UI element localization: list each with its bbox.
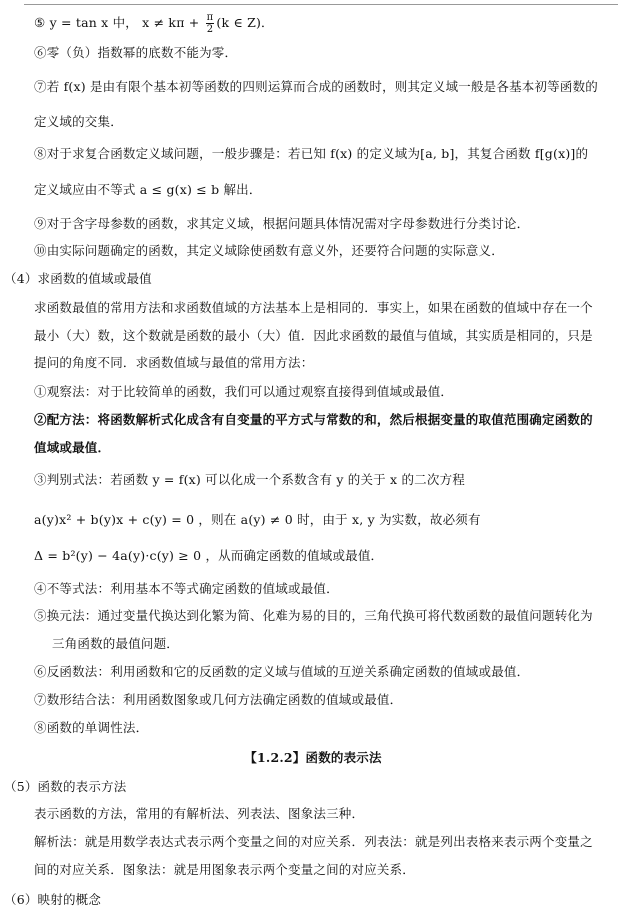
method-3-discriminant: Δ = b²(y) − 4a(y)·c(y) ≥ 0 ，从而确定函数的值域或最值． [34, 548, 384, 563]
method-3-line-1: ③判别式法：若函数 y = f(x) 可以化成一个系数含有 y 的关于 x 的二次方程 [34, 472, 465, 487]
item-7-line-2: 定义域的交集． [34, 114, 123, 129]
section-4-intro-1: 求函数最值的常用方法和求函数值域的方法基本上是相同的．事实上，如果在函数的值域中存在一个 [34, 300, 593, 315]
fraction-numerator: π [206, 12, 214, 23]
method-5-line-2: 三角函数的最值问题． [52, 636, 180, 651]
item-8-line-2: 定义域应由不等式 a ≤ g(x) ≤ b 解出． [34, 182, 262, 197]
item-8-line-1: ⑧对于求复合函数定义域问题，一般步骤是：若已知 f(x) 的定义域为[a, b]，其复合函数 f[g(x)]的 [34, 146, 589, 161]
method-1: ①观察法：对于比较简单的函数，我们可以通过观察直接得到值域或最值． [34, 384, 454, 399]
pi-over-2-fraction [206, 12, 215, 35]
item-7-line-1: ⑦若 f(x) 是由有限个基本初等函数的四则运算而合成的函数时，则其定义域一般是各基本初等函数的 [34, 79, 598, 94]
item-5-tail: (k ∈ Z)． [216, 15, 274, 30]
section-heading-1-2-2: 【1.2.2】函数的表示法 [244, 750, 382, 765]
method-2-line-1: ②配方法：将函数解析式化成含有自变量的平方式与常数的和，然后根据变量的取值范围确定函数的 [34, 412, 593, 427]
section-4-title: （4）求函数的值域或最值 [4, 271, 152, 286]
item-10: ⑩由实际问题确定的函数，其定义域除使函数有意义外，还要符合问题的实际意义． [34, 243, 504, 258]
item-9: ⑨对于含字母参数的函数，求其定义域，根据问题具体情况需对字母参数进行分类讨论． [34, 216, 530, 231]
section-5-title: （5）函数的表示方法 [4, 779, 127, 794]
item-5-text: ⑤ y = tan x 中， x ≠ kπ + [34, 15, 204, 30]
section-5-line-3: 间的对应关系．图象法：就是用图象表示两个变量之间的对应关系． [34, 862, 416, 877]
top-rule [24, 4, 618, 5]
method-6: ⑥反函数法：利用函数和它的反函数的定义域与值域的互逆关系确定函数的值域或最值． [34, 664, 530, 679]
fraction-denominator: 2 [206, 24, 214, 35]
section-6-title: （6）映射的概念 [4, 892, 102, 907]
method-5-line-1: ⑤换元法：通过变量代换达到化繁为简、化难为易的目的，三角代换可将代数函数的最值问题转化为 [34, 608, 593, 623]
method-7: ⑦数形结合法：利用函数图象或几何方法确定函数的值域或最值． [34, 692, 403, 707]
method-4: ④不等式法：利用基本不等式确定函数的值域或最值． [34, 581, 339, 596]
section-4-intro-2: 最小（大）数，这个数就是函数的最小（大）值．因此求函数的最值与值域，其实质是相同的，只是 [34, 328, 593, 343]
section-5-line-2: 解析法：就是用数学表达式表示两个变量之间的对应关系．列表法：就是列出表格来表示两个变量之 [34, 834, 593, 849]
item-5-tan [34, 12, 274, 35]
method-2-line-2: 值域或最值． [34, 440, 111, 455]
item-6: ⑥零（负）指数幂的底数不能为零． [34, 45, 238, 60]
method-8: ⑧函数的单调性法． [34, 720, 149, 735]
method-3-equation: a(y)x² + b(y)x + c(y) = 0 ，则在 a(y) ≠ 0 时，由于 x, y 为实数，故必须有 [34, 512, 481, 527]
section-4-intro-3: 提问的角度不同．求函数值域与最值的常用方法： [34, 355, 314, 370]
section-5-line-1: 表示函数的方法，常用的有解析法、列表法、图象法三种． [34, 806, 365, 821]
